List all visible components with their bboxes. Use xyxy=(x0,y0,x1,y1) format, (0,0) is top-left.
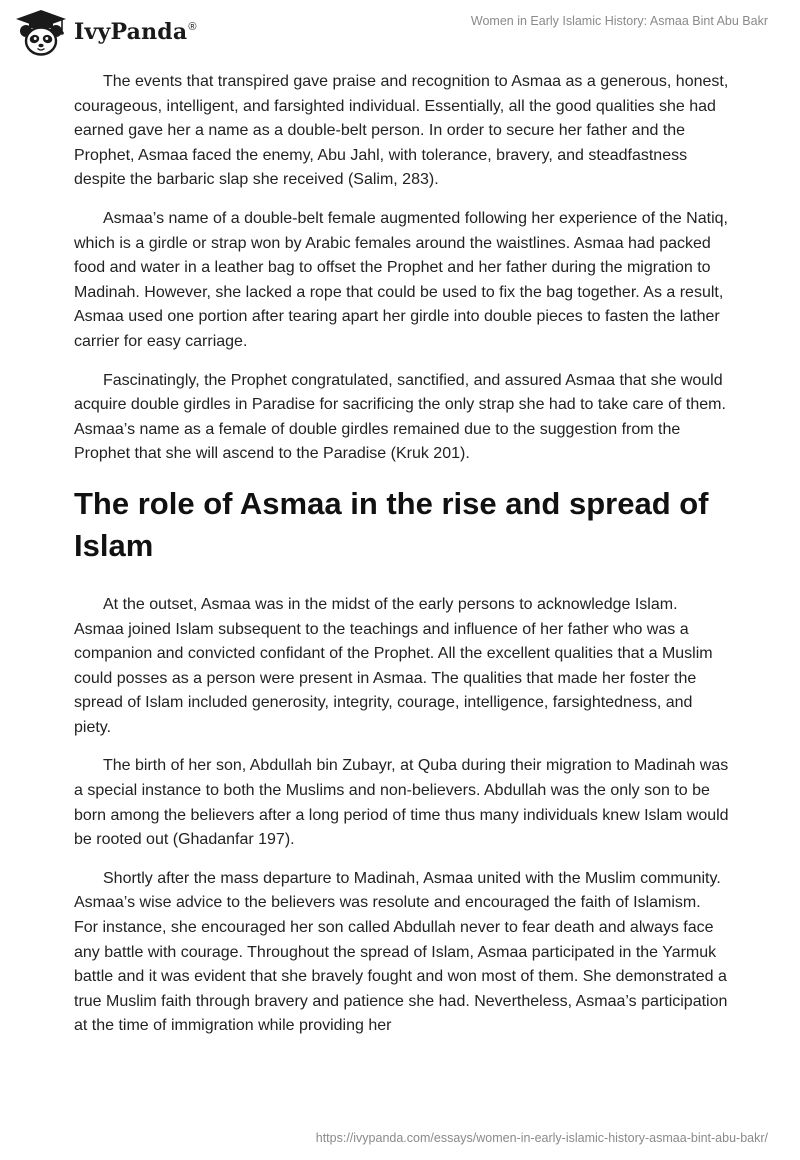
section-heading: The role of Asmaa in the rise and spread of Islam xyxy=(74,485,709,563)
page-header xyxy=(0,0,800,68)
essay-body xyxy=(74,70,729,1053)
document-title: Women in Early Islamic History: Asmaa Bint Abu Bakr xyxy=(470,14,768,28)
panda-graduate-icon xyxy=(12,8,70,58)
paragraph: Asmaa’s name of a double-belt female augmented following her experience of the Natiq, which is a girdle or strap won by Arabic females around the waistlines. Asmaa had packed food and water in a leather bag to offset the Prophet and her father during the migration to Madinah. However, she lacked a rope that could be used to fix the bag together. As a result, Asmaa used one portion after tearing apart her girdle into double pieces to fasten the lather carrier for easy carriage. xyxy=(74,209,728,350)
paragraph: The events that transpired gave praise and recognition to Asmaa as a generous, honest, courageous, intelligent, and farsighted individual. Essentially, all the good qualities she had earned gave her a name as a double-belt person. In order to secure her father and the Prophet, Asmaa faced the enemy, Abu Jahl, with tolerance, bravery, and steadfastness despite the barbaric slap she received (Salim, 283). xyxy=(74,73,729,189)
source-url: https://ivypanda.com/essays/women-in-early-islamic-history-asmaa-bint-abu-bakr/ xyxy=(315,1131,768,1145)
paragraph: Shortly after the mass departure to Madinah, Asmaa united with the Muslim community. Asmaa’s wise advice to the believers was resolute and encouraged the faith of Islamism. For instance, she encouraged her son called Abdullah never to fear death and always face any battle with courage. Throughout the spread of Islam, Asmaa participated in the Yarmuk battle and it was evident that she bravely fought and won most of them. She demonstrated a true Muslim faith through bravery and patience she had. Nevertheless, Asmaa’s participation at the time of immigration while providing her xyxy=(74,869,728,1035)
paragraph: At the outset, Asmaa was in the midst of the early persons to acknowledge Islam. Asmaa joined Islam subsequent to the teachings and influence of her father who was a companion and convicted confidant of the Prophet. All the excellent qualities that a Muslim could posses as a person were present in Asmaa. The qualities that made her foster the spread of Islam included generosity, integrity, courage, intelligence, farsightedness, and piety. xyxy=(74,595,713,736)
brand-name: IvyPanda® xyxy=(74,19,197,45)
paragraph: Fascinatingly, the Prophet congratulated, sanctified, and assured Asmaa that she would acquire double girdles in Paradise for sacrificing the only strap she had to take care of them. Asmaa’s name as a female of double girdles remained due to the suggestion from the Prophet that she will ascend to the Paradise (Kruk 201). xyxy=(74,371,726,463)
registered-mark: ® xyxy=(188,21,197,33)
paragraph: The birth of her son, Abdullah bin Zubayr, at Quba during their migration to Madinah was a special instance to both the Muslims and non-believers. Abdullah was the only son to be born among the believers after a long period of time thus many individuals knew Islam would be rooted out (Ghadanfar 197). xyxy=(74,757,729,849)
ivypanda-logo[interactable] xyxy=(12,8,197,58)
